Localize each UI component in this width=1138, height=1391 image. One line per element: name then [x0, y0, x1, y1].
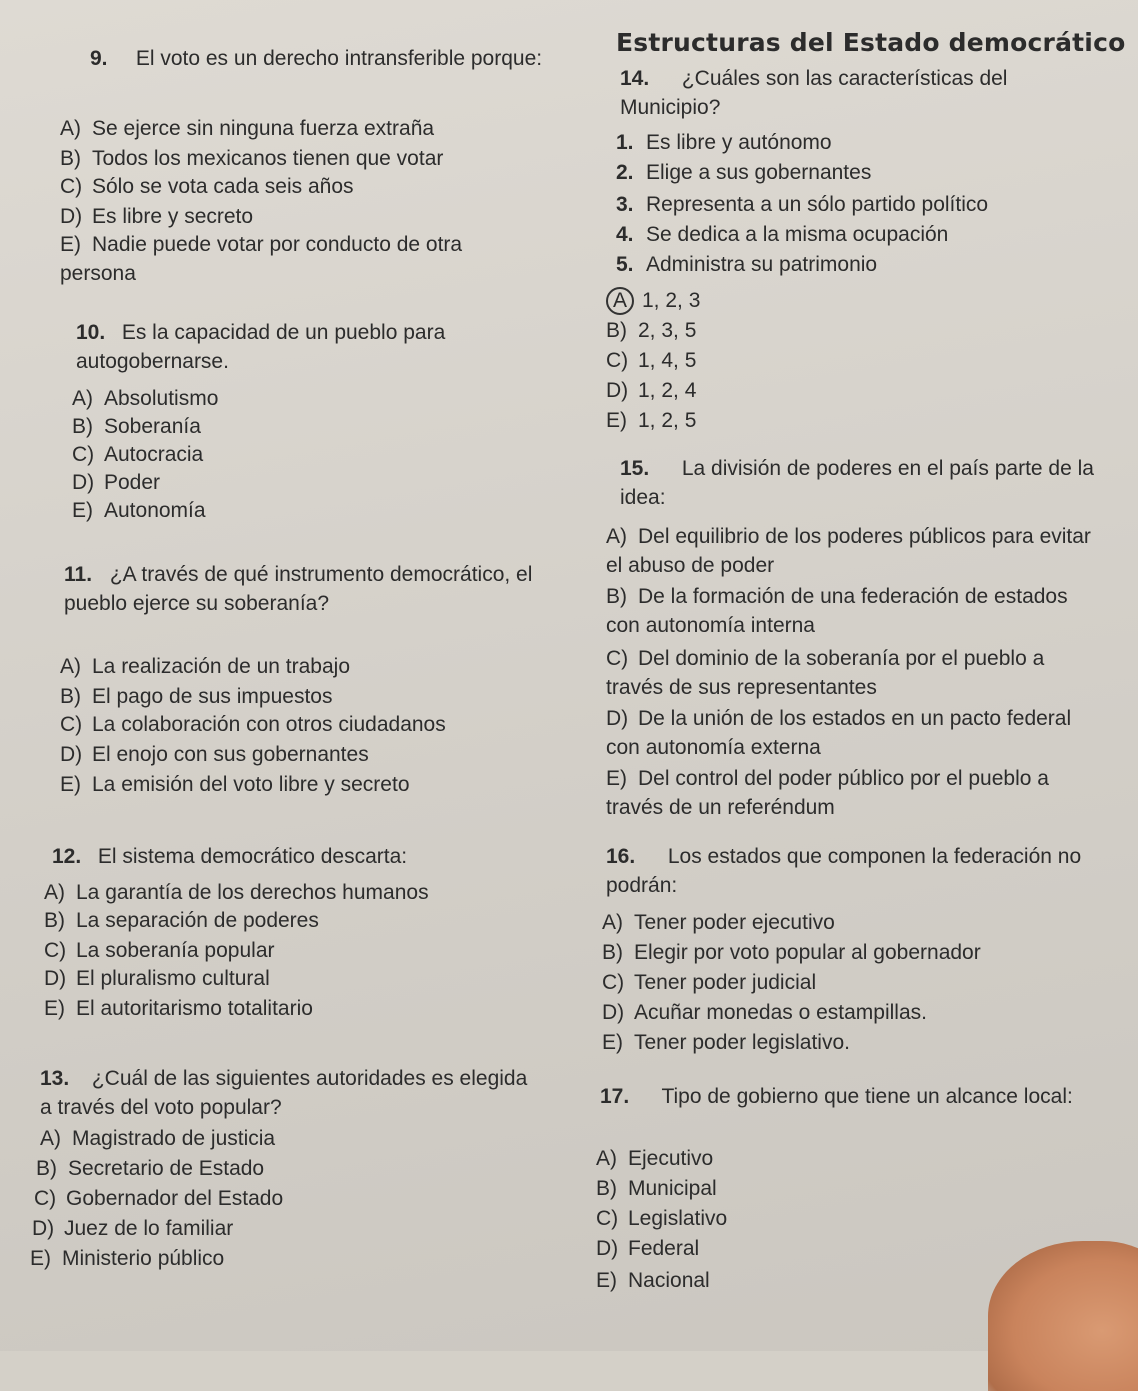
option-text: Tener poder ejecutivo: [634, 911, 835, 934]
question-number: 13.: [40, 1067, 70, 1090]
option-text: El enojo con sus gobernantes: [92, 743, 369, 766]
option-text: 1, 2, 4: [638, 379, 697, 402]
characteristic-4: [616, 220, 948, 249]
option-text: Tener poder legislativo.: [634, 1031, 850, 1054]
option-15d[interactable]: [606, 704, 1106, 762]
item-number: 2.: [616, 161, 634, 184]
option-text: Legislativo: [628, 1207, 728, 1230]
option-13c[interactable]: [34, 1184, 283, 1213]
question-15: [620, 454, 1110, 512]
option-letter: B): [36, 1157, 57, 1180]
option-text: Gobernador del Estado: [66, 1187, 284, 1210]
option-letter: D): [72, 471, 95, 494]
option-9b[interactable]: [60, 144, 443, 173]
question-text: El sistema democrático descarta:: [97, 845, 408, 868]
item-text: Es libre y autónomo: [646, 131, 832, 154]
option-letter: E): [602, 1031, 623, 1054]
option-12a[interactable]: [44, 878, 429, 907]
option-text: El pago de sus impuestos: [92, 685, 333, 708]
option-letter: A): [72, 387, 93, 410]
option-letter: E): [606, 767, 627, 790]
question-12: [52, 842, 532, 871]
characteristic-2: [616, 158, 871, 187]
option-16d[interactable]: [602, 998, 927, 1027]
option-11c[interactable]: [60, 710, 446, 739]
option-letter: C): [596, 1207, 619, 1230]
option-11a[interactable]: [60, 652, 350, 681]
option-15c[interactable]: [606, 644, 1106, 702]
option-letter: D): [32, 1217, 55, 1240]
option-text: Elegir por voto popular al gobernador: [634, 941, 981, 964]
option-17e[interactable]: [596, 1266, 710, 1295]
item-text: Elige a sus gobernantes: [646, 161, 872, 184]
section-heading: Estructuras del Estado democrático: [616, 28, 1126, 57]
option-letter: C): [34, 1187, 57, 1210]
question-text: ¿Cuáles son las características del Municipio?: [620, 67, 1008, 119]
option-9a[interactable]: [60, 114, 434, 143]
question-number: 16.: [606, 845, 636, 868]
option-text: La realización de un trabajo: [92, 655, 351, 678]
option-15b[interactable]: [606, 582, 1106, 640]
option-text: De la formación de una federación de estados con autonomía interna: [606, 585, 1068, 637]
option-13d[interactable]: [32, 1214, 233, 1243]
option-letter: E): [60, 773, 81, 796]
option-text: Ejecutivo: [628, 1147, 714, 1170]
option-text: La colaboración con otros ciudadanos: [92, 713, 446, 736]
option-text: Acuñar monedas o estampillas.: [634, 1001, 927, 1024]
question-text: ¿Cuál de las siguientes autoridades es elegida a través del voto popular?: [40, 1067, 528, 1119]
option-letter: D): [602, 1001, 625, 1024]
item-text: Se dedica a la misma ocupación: [646, 223, 949, 246]
question-11: [64, 560, 534, 618]
option-17c[interactable]: [596, 1204, 727, 1233]
item-number: 5.: [616, 253, 634, 276]
option-16a[interactable]: [602, 908, 835, 937]
option-13a[interactable]: [40, 1124, 275, 1153]
option-10d[interactable]: [72, 468, 160, 497]
option-letter: D): [596, 1237, 619, 1260]
question-17: [600, 1082, 1100, 1111]
option-10b[interactable]: [72, 412, 201, 441]
question-number: 15.: [620, 457, 650, 480]
question-13: [40, 1064, 530, 1122]
option-text: Juez de lo familiar: [64, 1217, 234, 1240]
question-number: 11.: [64, 563, 93, 586]
option-17d[interactable]: [596, 1234, 699, 1263]
option-letter: B): [60, 147, 81, 170]
option-letter: C): [60, 175, 83, 198]
option-text: Autonomía: [104, 499, 206, 522]
option-letter: C): [72, 443, 95, 466]
option-text: 1, 4, 5: [638, 349, 697, 372]
option-16e[interactable]: [602, 1028, 850, 1057]
item-number: 3.: [616, 193, 634, 216]
option-text: Sólo se vota cada seis años: [92, 175, 354, 198]
option-15a[interactable]: [606, 522, 1106, 580]
option-letter: E): [72, 499, 93, 522]
option-13e[interactable]: [30, 1244, 224, 1273]
option-text: 1, 2, 3: [642, 289, 701, 312]
option-letter: C): [606, 647, 629, 670]
option-text: Tener poder judicial: [634, 971, 817, 994]
option-9d[interactable]: [60, 202, 253, 231]
option-14d[interactable]: [606, 376, 696, 405]
option-text: Secretario de Estado: [68, 1157, 265, 1180]
option-text: Ministerio público: [62, 1247, 225, 1270]
option-16b[interactable]: [602, 938, 981, 967]
option-11d[interactable]: [60, 740, 369, 769]
option-letter: D): [606, 379, 629, 402]
option-16c[interactable]: [602, 968, 816, 997]
option-text: Municipal: [628, 1177, 717, 1200]
option-text: De la unión de los estados en un pacto federal con autonomía externa: [606, 707, 1072, 759]
option-text: Es libre y secreto: [92, 205, 254, 228]
item-text: Representa a un sólo partido político: [646, 193, 989, 216]
option-text: La soberanía popular: [76, 939, 275, 962]
option-letter: E): [44, 997, 65, 1020]
thumb-photo-artifact: [988, 1241, 1138, 1391]
option-14c[interactable]: [606, 346, 696, 375]
option-letter: A): [602, 911, 623, 934]
question-number: 10.: [76, 321, 106, 344]
option-9e[interactable]: [60, 230, 540, 288]
option-text: Absolutismo: [104, 387, 219, 410]
option-12d[interactable]: [44, 964, 270, 993]
question-text: Tipo de gobierno que tiene un alcance local:: [661, 1085, 1073, 1108]
option-text: Se ejerce sin ninguna fuerza extraña: [92, 117, 435, 140]
question-text: El voto es un derecho intransferible porque:: [135, 47, 543, 70]
option-text: Nadie puede votar por conducto de otra persona: [60, 233, 463, 285]
option-text: El autoritarismo totalitario: [76, 997, 313, 1020]
option-letter: E): [606, 409, 627, 432]
question-9: [90, 44, 570, 73]
question-number: 14.: [620, 67, 650, 90]
option-letter: B): [44, 909, 65, 932]
option-letter: C): [606, 349, 629, 372]
question-number: 9.: [90, 47, 108, 70]
option-letter: A): [596, 1147, 617, 1170]
item-number: 4.: [616, 223, 634, 246]
question-number: 17.: [600, 1085, 630, 1108]
option-14e[interactable]: [606, 406, 696, 435]
option-text: Del control del poder público por el pueblo a través de un referéndum: [606, 767, 1049, 819]
option-11b[interactable]: [60, 682, 332, 711]
option-text: Autocracia: [104, 443, 204, 466]
option-12b[interactable]: [44, 906, 319, 935]
item-number: 1.: [616, 131, 634, 154]
option-14a[interactable]: [606, 286, 700, 315]
question-text: Los estados que componen la federación no podrán:: [606, 845, 1082, 897]
question-text: Es la capacidad de un pueblo para autogobernarse.: [76, 321, 446, 373]
option-12c[interactable]: [44, 936, 275, 965]
question-16: [606, 842, 1106, 900]
option-letter: B): [60, 685, 81, 708]
option-text: La emisión del voto libre y secreto: [92, 773, 410, 796]
option-letter: B): [606, 585, 627, 608]
option-text: Magistrado de justicia: [72, 1127, 276, 1150]
option-text: Del equilibrio de los poderes públicos para evitar el abuso de poder: [606, 525, 1091, 577]
option-text: Todos los mexicanos tienen que votar: [92, 147, 444, 170]
option-text: Soberanía: [104, 415, 201, 438]
option-letter: A): [40, 1127, 61, 1150]
question-10: [76, 318, 556, 376]
option-text: 2, 3, 5: [638, 319, 697, 342]
option-letter: B): [602, 941, 623, 964]
option-15e[interactable]: [606, 764, 1106, 822]
option-letter: D): [606, 707, 629, 730]
question-14: [620, 64, 1110, 122]
option-11e[interactable]: [60, 770, 410, 799]
option-letter: B): [596, 1177, 617, 1200]
option-10c[interactable]: [72, 440, 203, 469]
circled-answer-mark: A: [606, 287, 634, 315]
option-letter: A): [606, 525, 627, 548]
option-10a[interactable]: [72, 384, 218, 413]
option-text: Federal: [628, 1237, 700, 1260]
question-text: La división de poderes en el país parte de la idea:: [620, 457, 1094, 509]
option-letter: B): [72, 415, 93, 438]
option-letter: D): [60, 205, 83, 228]
option-10e[interactable]: [72, 496, 206, 525]
option-17a[interactable]: [596, 1144, 713, 1173]
option-text: El pluralismo cultural: [76, 967, 270, 990]
option-text: Poder: [104, 471, 161, 494]
option-letter: A): [60, 655, 81, 678]
option-13b[interactable]: [36, 1154, 264, 1183]
question-text: ¿A través de qué instrumento democrático, el pueblo ejerce su soberanía?: [64, 563, 533, 615]
question-number: 12.: [52, 845, 82, 868]
option-letter: C): [602, 971, 625, 994]
option-9c[interactable]: [60, 172, 354, 201]
option-letter: D): [60, 743, 83, 766]
option-text: La separación de poderes: [76, 909, 319, 932]
option-letter: B): [606, 319, 627, 342]
option-letter: D): [44, 967, 67, 990]
item-text: Administra su patrimonio: [646, 253, 878, 276]
characteristic-5: [616, 250, 877, 279]
option-letter: C): [44, 939, 67, 962]
option-14b[interactable]: [606, 316, 696, 345]
option-letter: A): [44, 881, 65, 904]
option-text: Nacional: [628, 1269, 710, 1292]
option-text: Del dominio de la soberanía por el pueblo a través de sus representantes: [606, 647, 1045, 699]
option-12e[interactable]: [44, 994, 313, 1023]
option-letter: E): [60, 233, 81, 256]
option-text: La garantía de los derechos humanos: [76, 881, 429, 904]
option-letter: E): [30, 1247, 51, 1270]
characteristic-3: [616, 190, 988, 219]
option-text: 1, 2, 5: [638, 409, 697, 432]
characteristic-1: [616, 128, 832, 157]
option-letter: A): [60, 117, 81, 140]
option-letter: C): [60, 713, 83, 736]
option-letter: E): [596, 1269, 617, 1292]
option-17b[interactable]: [596, 1174, 717, 1203]
